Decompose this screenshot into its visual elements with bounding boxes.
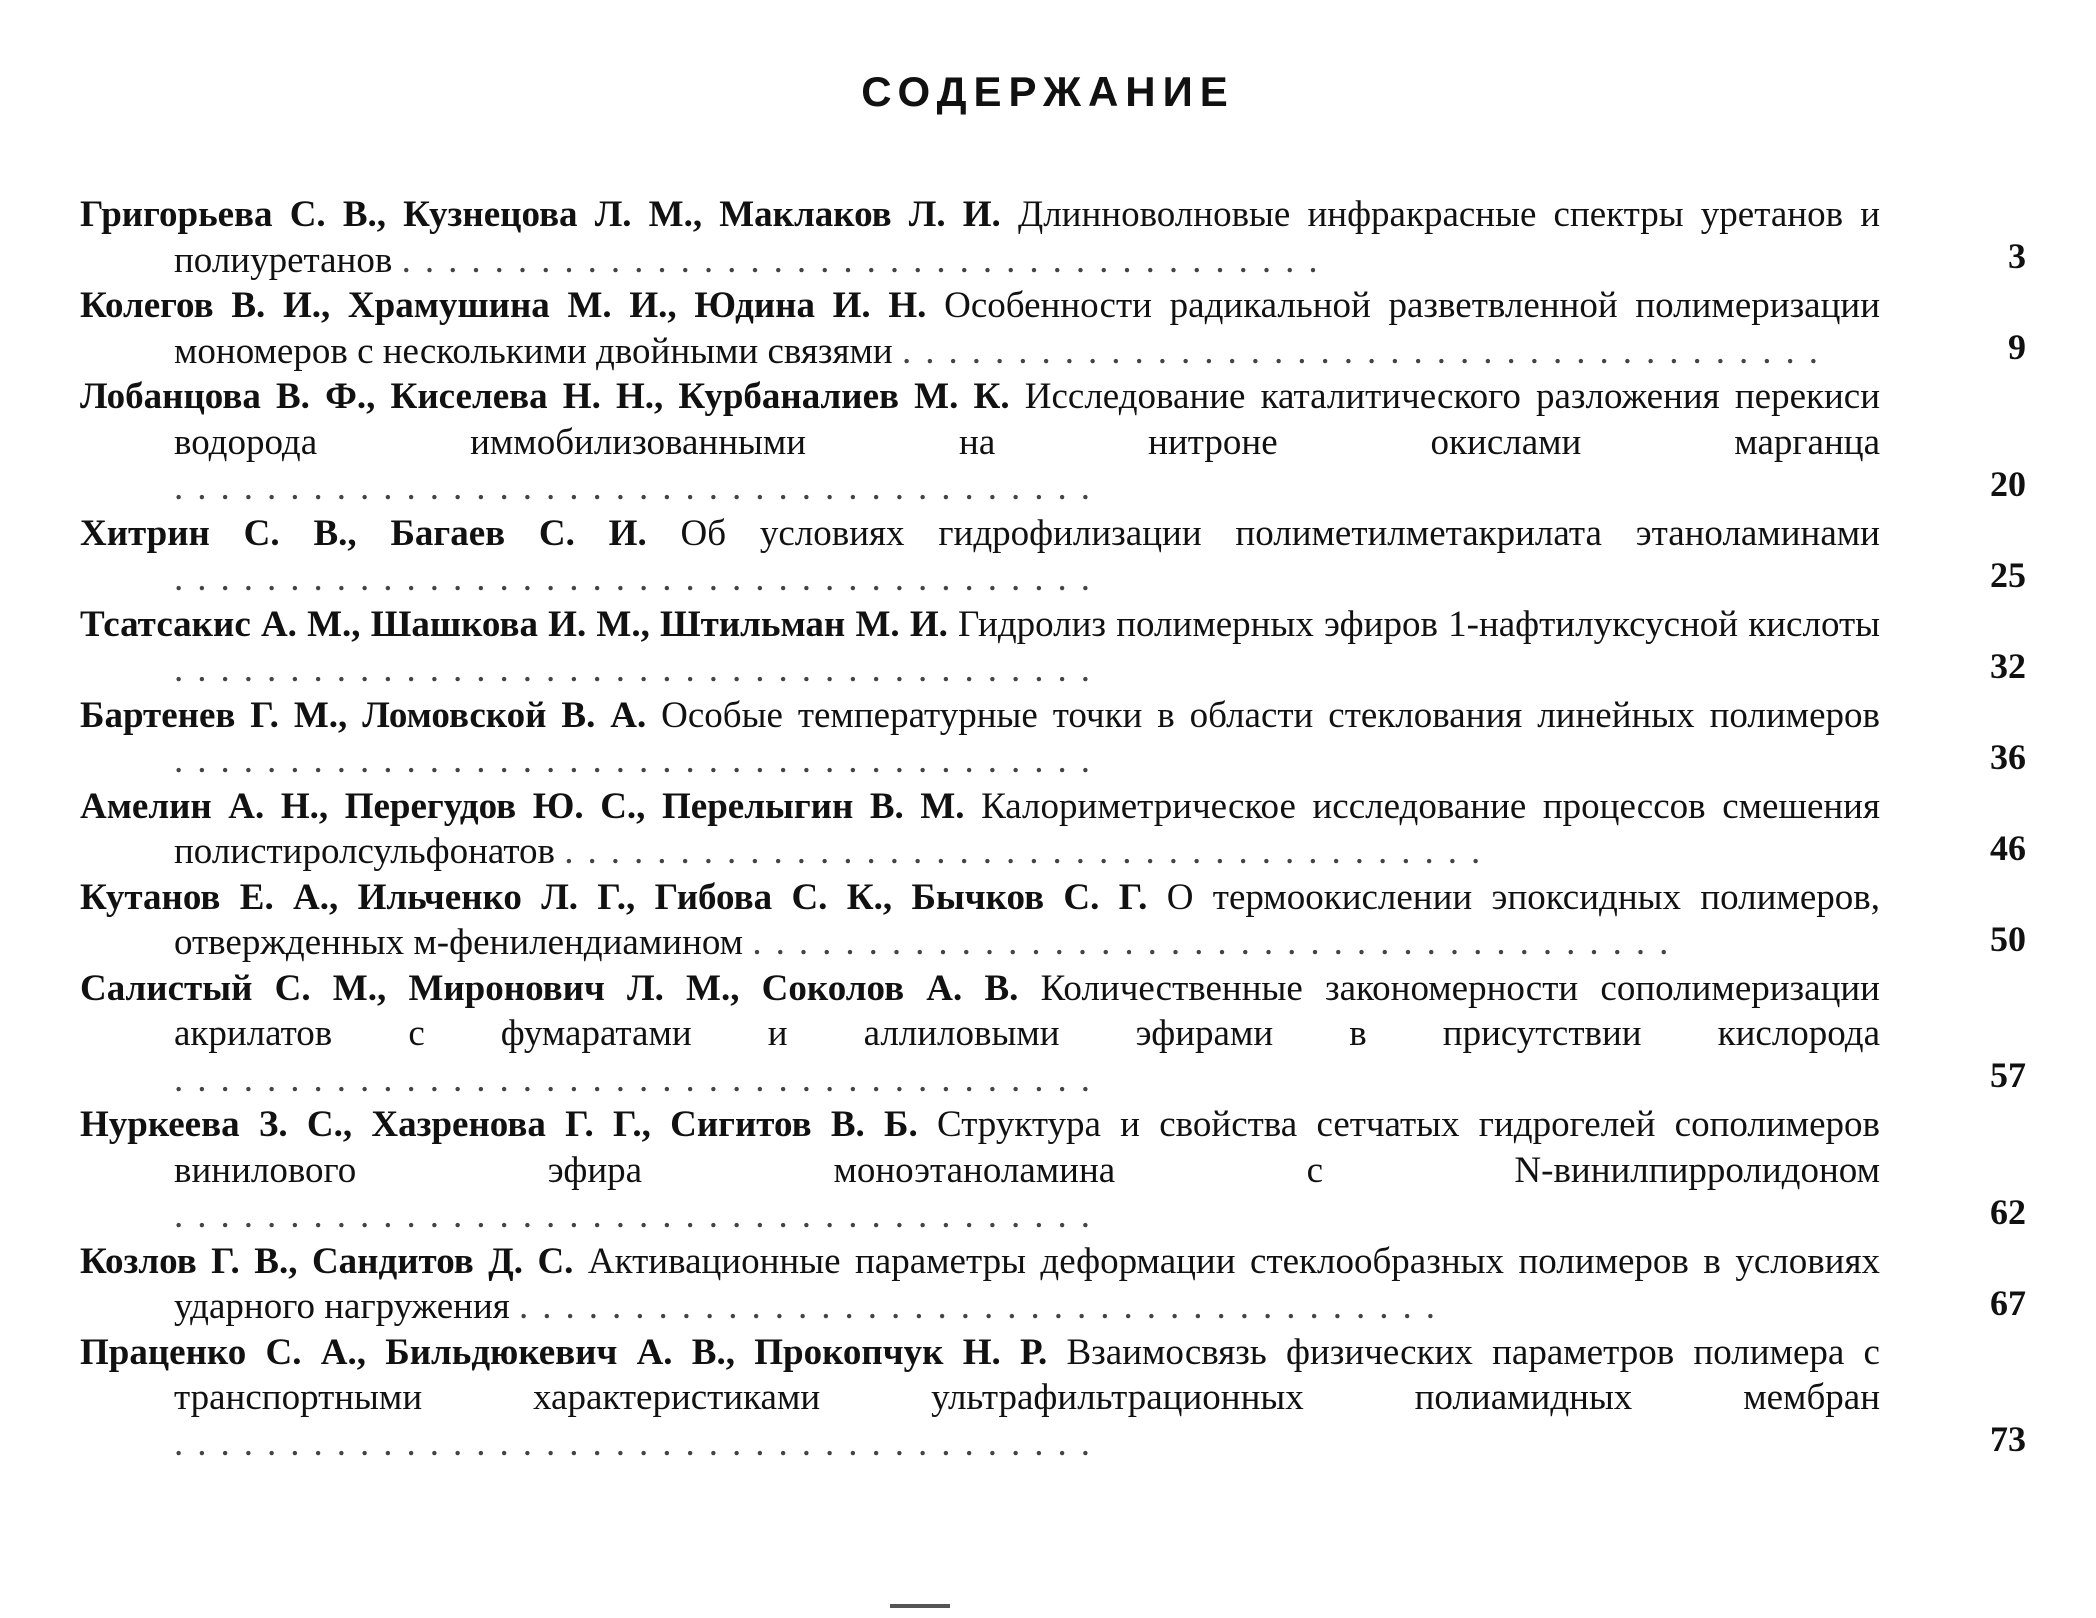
entry-page-number: 67 xyxy=(1990,1282,2026,1323)
toc-entry xyxy=(80,511,2026,602)
entry-authors: Лобанцова В. Ф., Киселева Н. Н., Курбаналиев М. К. xyxy=(80,376,1025,417)
dot-leader: ........................................ xyxy=(564,831,1495,872)
dot-leader: ........................................ xyxy=(174,1422,1104,1464)
footer-mark xyxy=(890,1604,950,1616)
entry-text-block xyxy=(80,875,1880,966)
entry-text-block xyxy=(80,966,1880,1103)
entry-page-number: 73 xyxy=(1990,1419,2026,1459)
dot-leader: ........................................ xyxy=(752,922,1683,963)
toc-entry xyxy=(80,693,2026,784)
entry-authors: Праценко С. А., Бильдюкевич А. В., Прокопчук Н. Р. xyxy=(80,1331,1067,1373)
toc-entry xyxy=(80,374,2026,511)
entry-page-number: 32 xyxy=(1990,645,2026,686)
entry-page-number: 25 xyxy=(1990,554,2026,595)
entry-page-number: 50 xyxy=(1990,918,2026,959)
page-title: СОДЕРЖАНИЕ xyxy=(861,68,1235,115)
entry-text-block xyxy=(80,693,1880,784)
entry-text-block xyxy=(80,192,1880,283)
entry-page-number: 57 xyxy=(1990,1055,2026,1095)
dot-leader: ........................................ xyxy=(519,1286,1450,1327)
entry-page-number: 3 xyxy=(2008,236,2026,276)
entry-title: Гидролиз полимерных эфиров 1-нафтилуксусной кислоты xyxy=(958,603,1880,645)
entry-page-number: 46 xyxy=(1990,827,2026,868)
entry-text-block xyxy=(80,1330,1880,1467)
entry-title: Количественные закономерности сополимеризации акрилатов с фумаратами и аллиловыми эфирами в присутствии кислорода xyxy=(174,967,1880,1054)
entry-authors: Кутанов Е. А., Ильченко Л. Г., Гибова С. К., Бычков С. Г. xyxy=(80,876,1167,918)
dot-leader: ........................................ xyxy=(174,558,1104,599)
dot-leader: ........................................ xyxy=(902,330,1832,372)
toc-entry xyxy=(80,602,2026,693)
entry-title: Особые температурные точки в области стеклования линейных полимеров xyxy=(661,694,1880,736)
toc-entry xyxy=(80,875,2026,966)
entry-title: Калориметрическое исследование процессов смешения полистиролсульфонатов xyxy=(174,785,1880,872)
entry-title: Особенности радикальной разветвленной полимеризации мономеров с несколькими двойными связями xyxy=(174,285,1880,372)
entry-text-block xyxy=(80,1239,1880,1330)
dot-leader: ........................................ xyxy=(174,1195,1104,1236)
entry-authors: Григорьева С. В., Кузнецова Л. М., Маклаков Л. И. xyxy=(80,194,1018,235)
entry-title: Исследование каталитического разложения перекиси водорода иммобилизованными на нитроне окислами марганца xyxy=(174,376,1880,463)
entry-title: Структура и свойства сетчатых гидрогелей сополимеров винилового эфира моноэтаноламина с N-винилпирролидоном xyxy=(174,1104,1880,1191)
toc-entry xyxy=(80,283,2026,374)
entry-text-block xyxy=(80,283,1880,374)
entry-title: Активационные параметры деформации стеклообразных полимеров в условиях ударного нагружения xyxy=(174,1240,1880,1327)
entry-page-number: 20 xyxy=(1990,463,2026,504)
toc-entry xyxy=(80,784,2026,875)
entry-title: Взаимосвязь физических параметров полимера с транспортными характеристиками ультрафильтрационных полиамидных мембран xyxy=(174,1331,1880,1418)
entry-text-block xyxy=(80,374,1880,511)
entry-authors: Амелин А. Н., Перегудов Ю. С., Перелыгин В. М. xyxy=(80,785,982,827)
entry-authors: Хитрин С. В., Багаев С. И. xyxy=(80,512,681,554)
entry-authors: Колегов В. И., Храмушина М. И., Юдина И. Н. xyxy=(80,285,945,326)
entry-title: О термоокислении эпоксидных полимеров, отвержденных м-фенилендиамином xyxy=(174,876,1880,963)
entry-text-block xyxy=(80,602,1880,693)
entry-text-block xyxy=(80,784,1880,875)
toc-entry xyxy=(80,1239,2026,1330)
dot-leader: ........................................ xyxy=(174,467,1104,508)
entry-text-block xyxy=(80,1102,1880,1239)
dot-leader: ........................................ xyxy=(174,649,1104,690)
entry-authors: Нуркеева З. С., Хазренова Г. Г., Сигитов В. Б. xyxy=(80,1104,937,1145)
toc-entry xyxy=(80,966,2026,1103)
entry-page-number: 62 xyxy=(1990,1191,2026,1232)
toc-entry xyxy=(80,1102,2026,1239)
entry-page-number: 9 xyxy=(2008,327,2026,367)
entry-authors: Бартенев Г. М., Ломовской В. А. xyxy=(80,694,662,736)
entry-title: Об условиях гидрофилизации полиметилметакрилата этаноламинами xyxy=(680,512,1880,554)
entry-title: Длинноволновые инфракрасные спектры уретанов и полиуретанов xyxy=(174,194,1880,281)
entry-authors: Салистый С. М., Миронович Л. М., Соколов А. В. xyxy=(80,967,1041,1009)
dot-leader: ........................................ xyxy=(401,239,1332,281)
dot-leader: ........................................ xyxy=(174,1058,1104,1100)
entry-authors: Тсатсакис А. М., Шашкова И. М., Штильман М. И. xyxy=(80,603,959,645)
dot-leader: ........................................ xyxy=(174,740,1104,781)
entry-page-number: 36 xyxy=(1990,736,2026,777)
toc-entry xyxy=(80,1330,2026,1467)
entry-authors: Козлов Г. В., Сандитов Д. С. xyxy=(80,1240,588,1282)
toc-entry xyxy=(80,192,2026,283)
entry-text-block xyxy=(80,511,1880,602)
table-of-contents xyxy=(80,192,2026,1466)
